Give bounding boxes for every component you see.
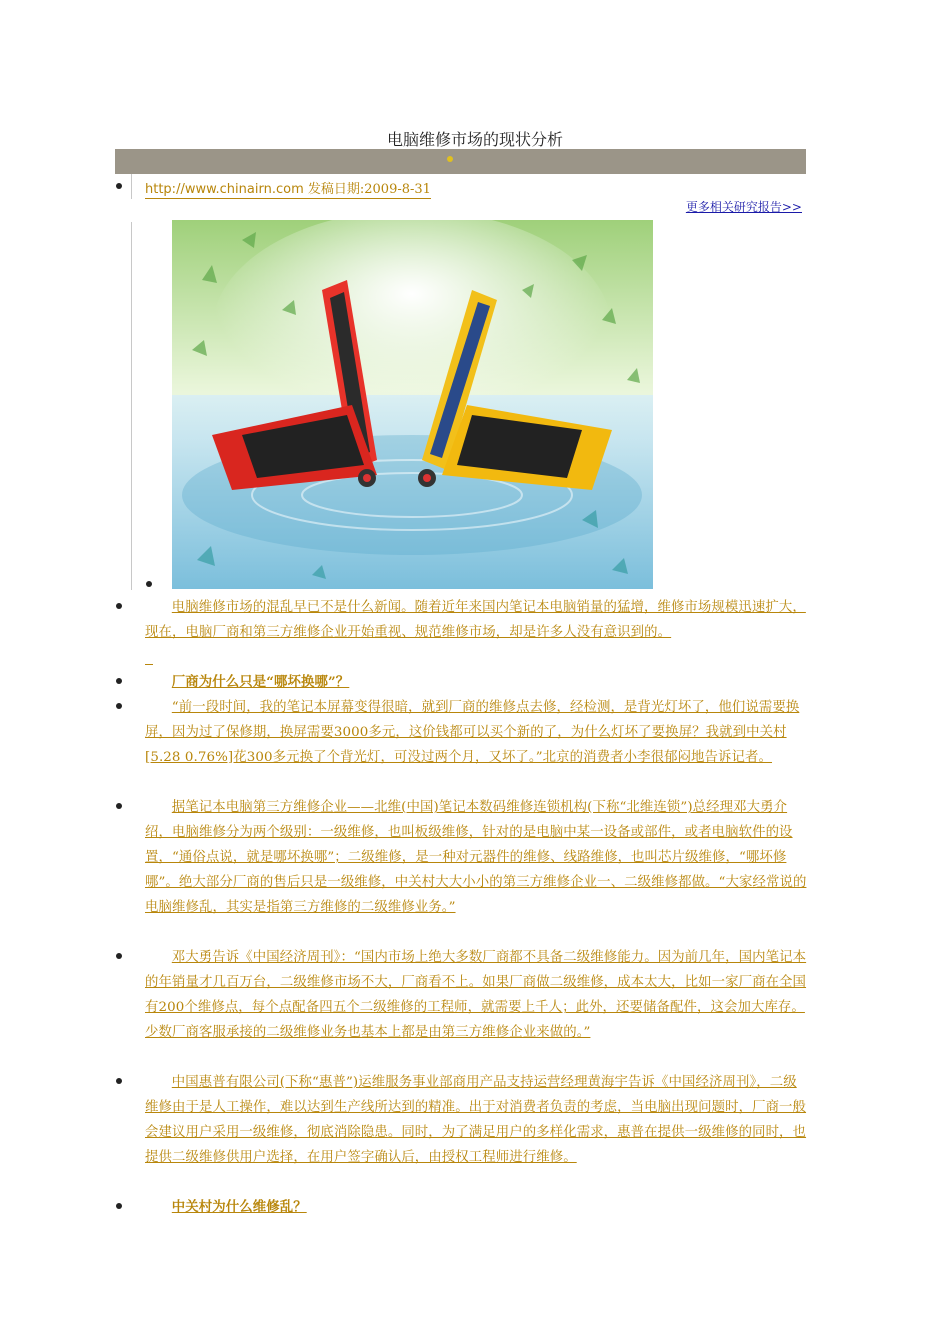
list-bullet-icon (116, 1203, 122, 1209)
list-bullet-icon (116, 953, 122, 959)
list-bullet-icon (116, 183, 122, 189)
bar-bullet-icon (447, 156, 453, 162)
paragraph[interactable]: 据笔记本电脑第三方维修企业——北维(中国)笔记本数码维修连锁机构(下称“北维连锁”)总经理邓大勇介绍，电脑维修分为两个级别：一级维修，也叫板级维修，针对的是电脑中某一设备或部件，或者电脑软件的设置，“通俗点说，就是哪坏换哪”；二级维修，是一种对元器件的维修、线路维修，也叫芯片级维修，“哪坏修哪”。绝大部分厂商的售后只是一级维修，中关村大大小小的第三方维修企业一、二级维修都做。“大家经常说的电脑维修乱，其实是指第三方维修的二级维修业务。” (145, 800, 807, 915)
header-bar (115, 149, 806, 174)
source-line[interactable] (145, 178, 431, 199)
list-bullet-icon (116, 1078, 122, 1084)
list-bullet-icon (116, 678, 122, 684)
para-underline (145, 664, 153, 665)
section-heading[interactable]: 厂商为什么只是“哪坏换哪”？ (171, 674, 350, 690)
paragraph[interactable]: 邓大勇告诉《中国经济周刊》：“国内市场上绝大多数厂商都不具备二级维修能力。因为前几年，国内笔记本的年销量才几百万台，二级维修市场不大，厂商看不上。如果厂商做二级维修，成本太大，比如一家厂商在全国有200个维修点，每个点配备四五个二级维修的工程师，就需要上千人；此外，还要储备配件，这会加大库存。少数厂商客服承接的二级维修业务也基本上都是由第三方维修企业来做的。” (145, 950, 807, 1040)
more-reports-link[interactable]: 更多相关研究报告>> (685, 200, 802, 214)
list-bullet-icon (146, 581, 152, 587)
list-bullet-icon (116, 703, 122, 709)
section-heading[interactable]: 中关村为什么维修乱？ (171, 1199, 307, 1215)
list-bullet-icon (116, 603, 122, 609)
list-bullet-icon (116, 803, 122, 809)
paragraph[interactable]: 中国惠普有限公司(下称“惠普”)运维服务事业部商用产品支持运营经理黄海宇告诉《中国经济周刊》，二级维修由于是人工操作，难以达到生产线所达到的精准。出于对消费者负责的考虑，当电脑出现问题时，厂商一般会建议用户采用一级维修，彻底消除隐患。同时，为了满足用户的多样化需求，惠普在提供一级维修的同时，也提供二级维修供用户选择，在用户签字确认后，由授权工程师进行维修。 (145, 1075, 807, 1165)
paragraph[interactable]: 电脑维修市场的混乱早已不是什么新闻。随着近年来国内笔记本电脑销量的猛增，维修市场规模迅速扩大，现在，电脑厂商和第三方维修企业开始重视、规范维修市场，却是许多人没有意识到的。 (145, 600, 806, 640)
left-rule (131, 174, 132, 199)
page-title: 电脑维修市场的现状分析 (386, 130, 563, 149)
article-photo (172, 220, 653, 589)
left-rule (131, 222, 132, 590)
publish-date: 发稿日期:2009-8-31 (307, 182, 431, 197)
paragraph[interactable]: “前一段时间，我的笔记本屏幕变得很暗，就到厂商的维修点去修，经检测，是背光灯坏了，他们说需要换屏，因为过了保修期，换屏需要3000多元，这价钱都可以买个新的了，为什么灯坏了要换屏？我就到中关村[5.28 0.76%]花300多元换了个背光灯，可没过两个月，又坏了。”北京的消费者小李很郁闷地告诉记者。 (145, 700, 800, 765)
source-url[interactable]: http://www.chinairn.com (145, 182, 304, 197)
